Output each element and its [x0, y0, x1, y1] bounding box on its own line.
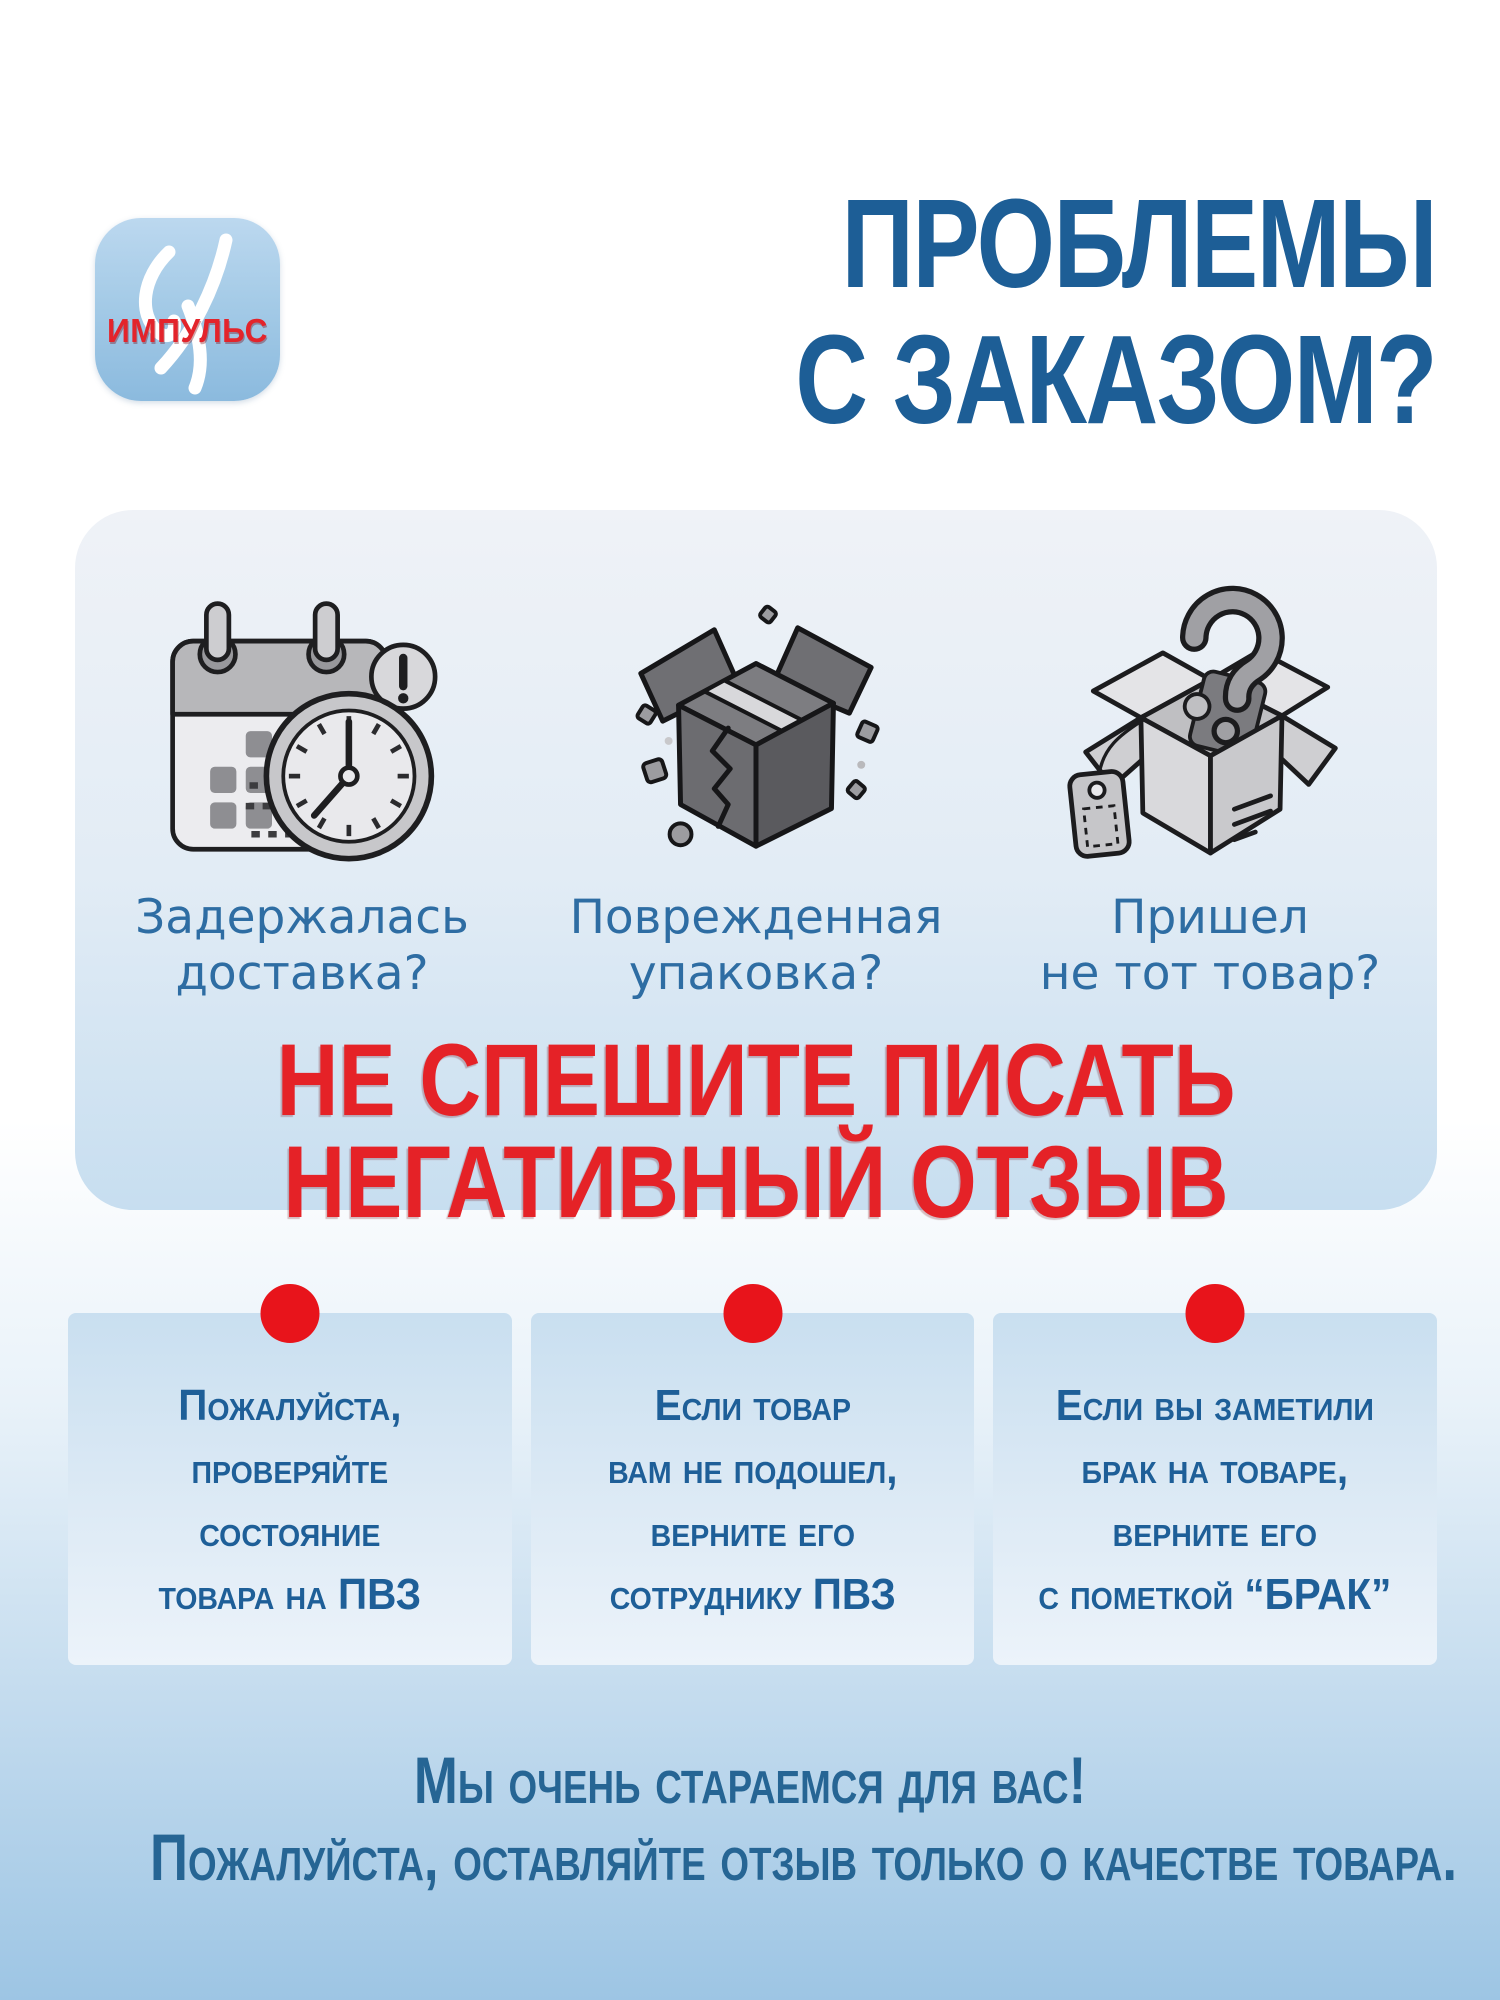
problem-caption-damaged-packaging: Поврежденная упаковка? [569, 890, 943, 1002]
footer-line-1: Мы очень стараемся для вас! [413, 1743, 1087, 1817]
problem-item-delayed-delivery [75, 572, 529, 1003]
footer-line-2: Пожалуйста, оставляйте отзыв только о качестве товара. [150, 1820, 1458, 1895]
problem-caption-wrong-item: Пришел не тот товар? [1039, 890, 1381, 1002]
advice-box-defect-item [993, 1313, 1437, 1665]
page-title-line-1: ПРОБЛЕМЫ [841, 173, 1436, 314]
wrong-item-box-icon [1053, 569, 1368, 874]
warning-line-2: НЕГАТИВНЫЙ ОТЗЫВ [283, 1124, 1229, 1239]
advice-box-check-item [68, 1313, 512, 1665]
warning-text [184, 1022, 1328, 1239]
brand-name: ИМПУЛЬС [107, 312, 268, 349]
problems-card [75, 510, 1437, 1239]
brand-logo [95, 218, 280, 401]
warning-line-1: НЕ СПЕШИТЕ ПИСАТЬ [276, 1022, 1236, 1137]
advice-text-check-item: Пожалуйста, проверяйте состояние товара на ПВЗ [158, 1381, 422, 1619]
problem-item-wrong-item [983, 572, 1437, 1003]
page-title [795, 173, 1436, 451]
calendar-clock-icon [152, 592, 452, 874]
problem-items-row [75, 510, 1437, 1003]
advice-text-return-item: Если товар вам не подошел, верните его сотруднику ПВЗ [607, 1381, 898, 1619]
advice-boxes-row [68, 1313, 1437, 1665]
page-title-line-2: С ЗАКАЗОМ? [795, 309, 1436, 451]
impulse-script-letter-icon [95, 218, 280, 401]
problem-item-damaged-packaging [529, 572, 983, 1003]
footer-note [150, 1742, 1458, 1896]
problem-caption-delayed-delivery: Задержалась доставка? [135, 890, 469, 1002]
advice-box-return-item [531, 1313, 975, 1665]
advice-text-defect-item: Если вы заметили брак на товаре, верните его с пометкой “БРАК” [1038, 1381, 1392, 1619]
damaged-box-icon [617, 596, 895, 874]
